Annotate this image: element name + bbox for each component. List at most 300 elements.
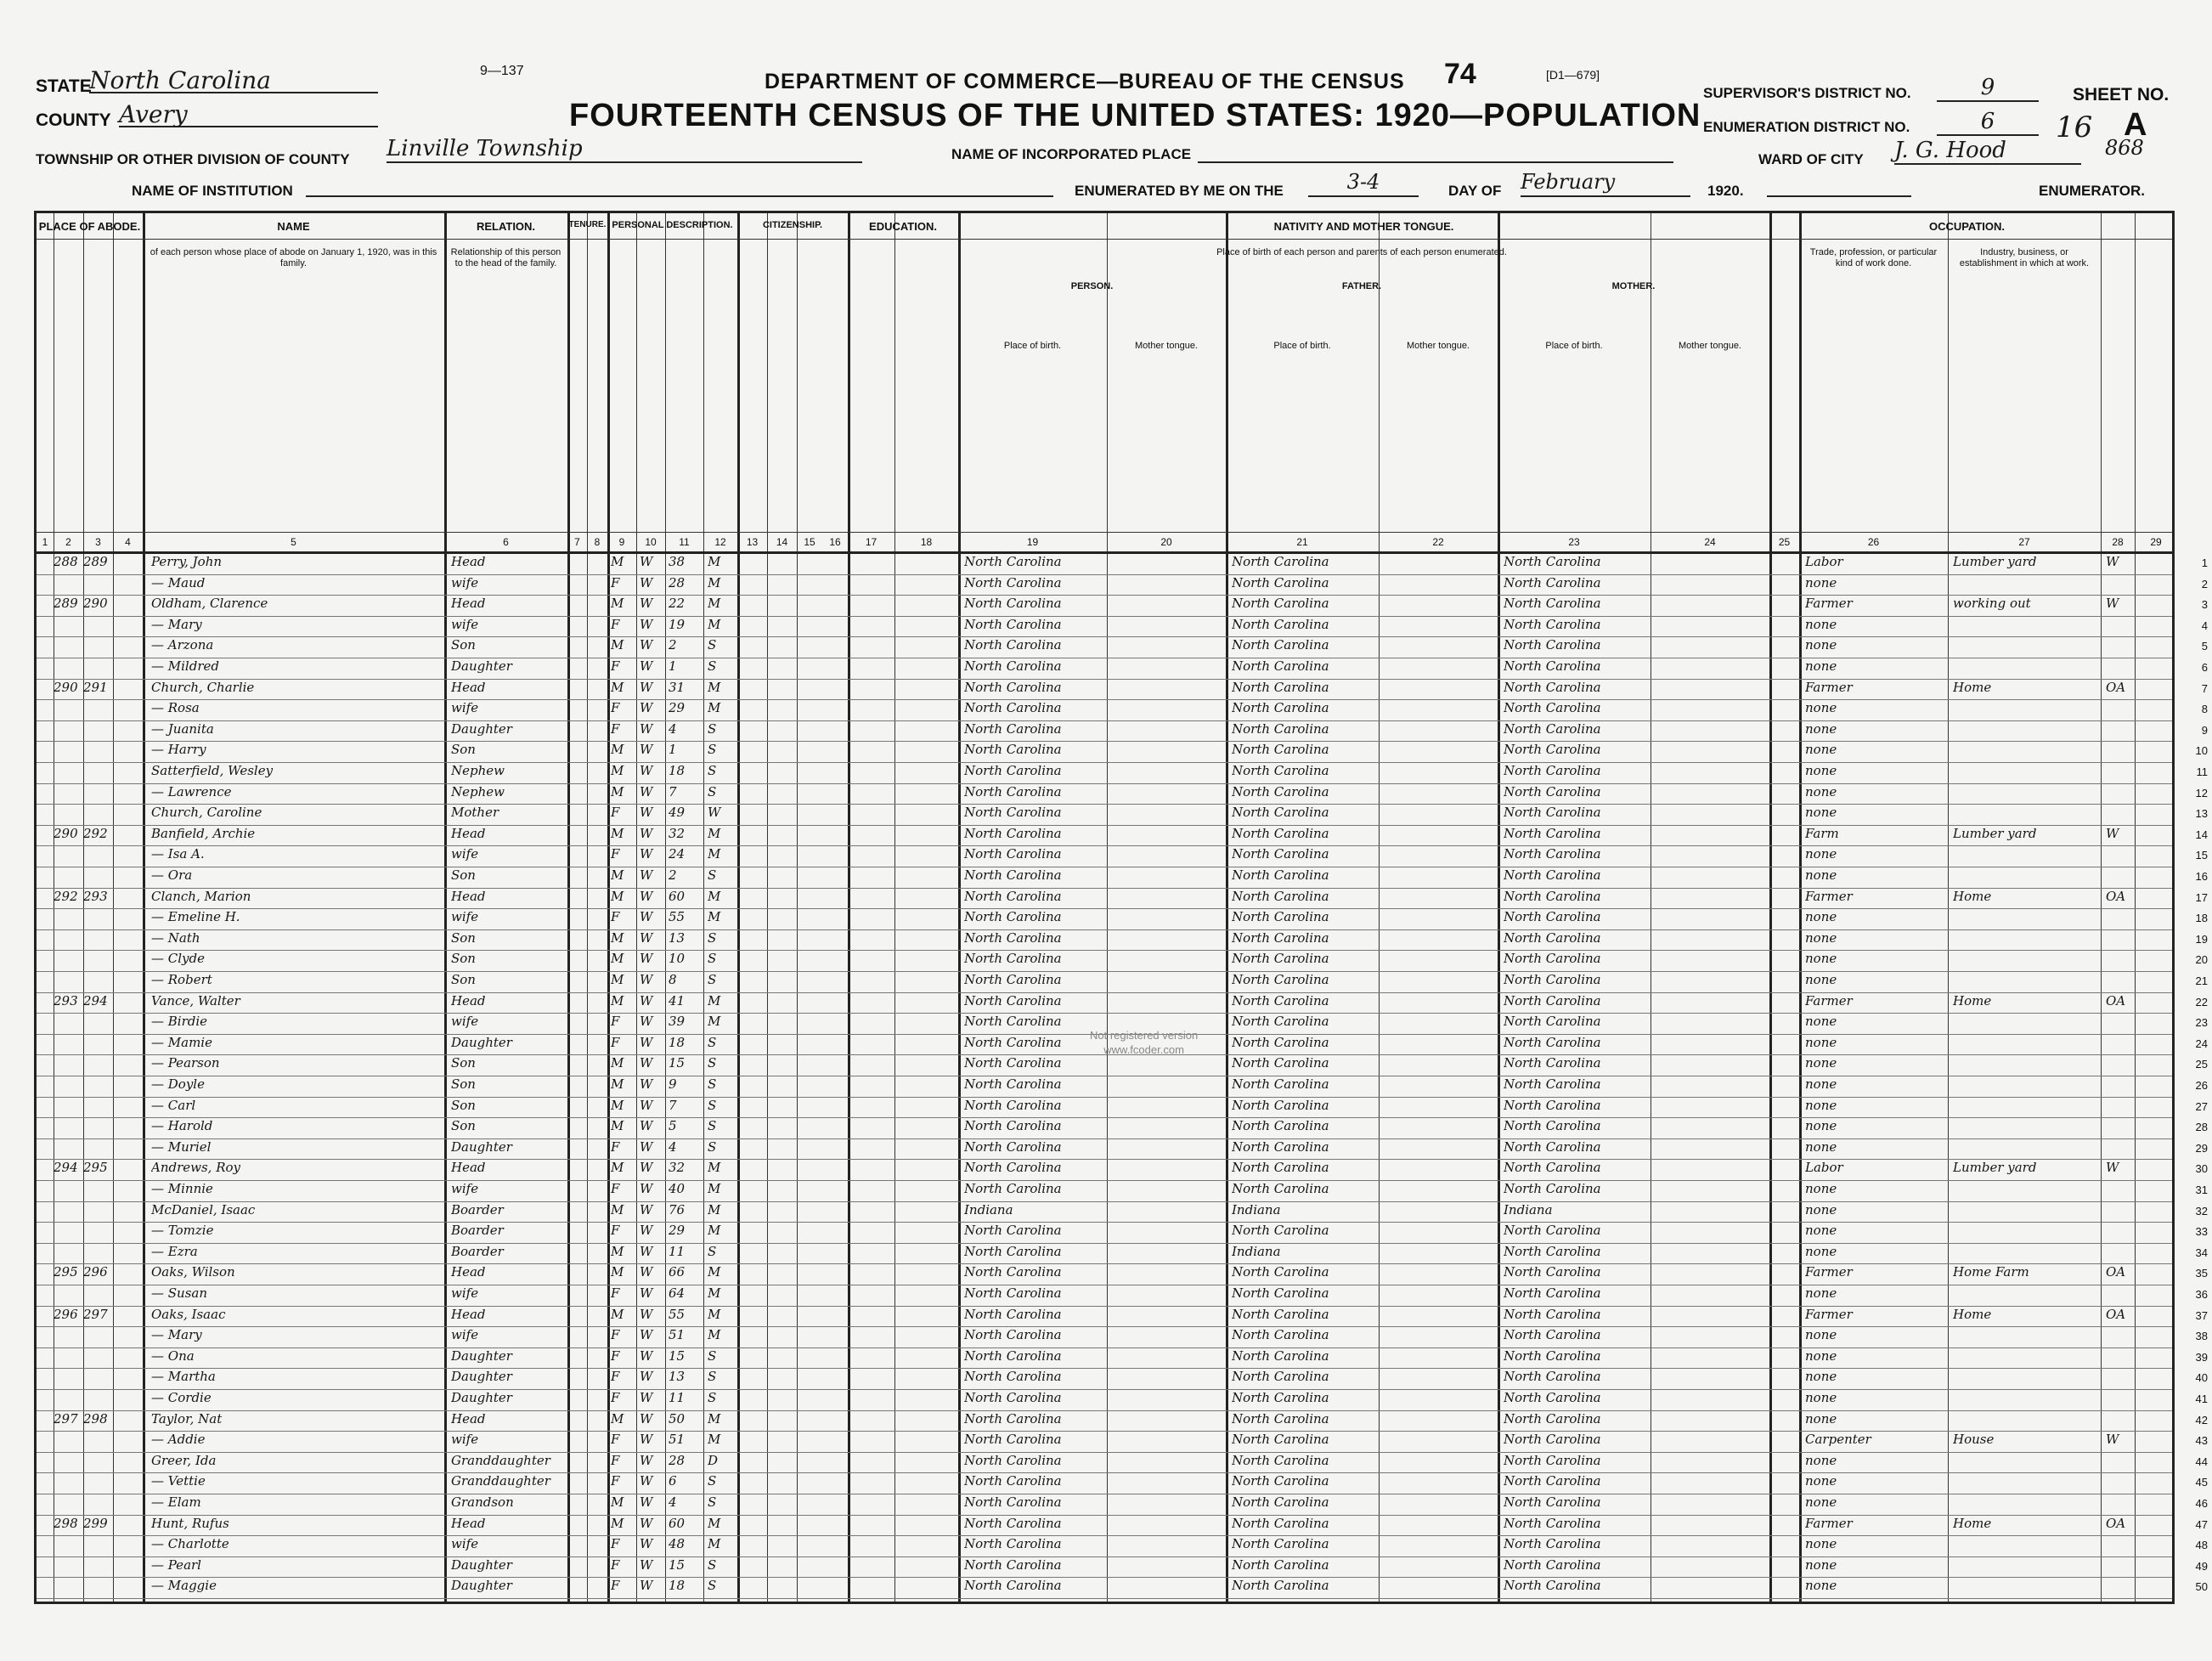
family-number [83, 700, 113, 720]
industry [1953, 1076, 2099, 1097]
class-of-worker: OA [2106, 888, 2126, 904]
age: 55 [669, 909, 686, 925]
father-birthplace: North Carolina [1232, 846, 1329, 862]
family-number [83, 846, 113, 867]
occupation: Carpenter [1805, 1432, 1871, 1448]
sex: F [611, 1432, 620, 1448]
birthplace: North Carolina [964, 742, 1062, 758]
sex: M [611, 1055, 624, 1071]
sex: F [611, 805, 620, 821]
family-number [83, 1285, 113, 1306]
industry [1953, 1139, 2099, 1160]
mother-birthplace: North Carolina [1504, 1452, 1601, 1468]
person-name: Banfield, Archie [151, 825, 256, 841]
line-number: 40 [2195, 1371, 2208, 1385]
relation: Head [451, 596, 486, 612]
occupation: none [1805, 1327, 1837, 1343]
class-of-worker [2106, 1202, 2135, 1223]
enumerator-name: J. G. Hood [1894, 138, 2081, 165]
dwelling-number [54, 637, 83, 658]
supervisor-label: SUPERVISOR'S DISTRICT NO. [1703, 85, 1911, 101]
dwelling-number [54, 972, 83, 992]
sex: M [611, 1097, 624, 1113]
relation: Daughter [451, 1138, 512, 1155]
industry [1953, 637, 2099, 658]
relation: Son [451, 1055, 476, 1071]
sex: M [611, 679, 624, 695]
person-name: — Maud [151, 574, 206, 590]
sex: F [611, 1034, 620, 1050]
line-number: 39 [2195, 1350, 2208, 1364]
family-number: 294 [83, 992, 108, 1008]
relation: Daughter [451, 720, 512, 737]
industry: Home [1953, 992, 1992, 1008]
father-birthplace: North Carolina [1232, 972, 1329, 987]
race: W [640, 679, 653, 695]
sex: F [611, 1223, 620, 1239]
relation: Daughter [451, 1034, 512, 1050]
line-number: 32 [2195, 1204, 2208, 1218]
table-row [37, 679, 2208, 701]
age: 13 [669, 929, 686, 946]
relation: wife [451, 574, 479, 590]
birthplace: North Carolina [964, 992, 1062, 1008]
birthplace: North Carolina [964, 867, 1062, 883]
relation: Son [451, 1076, 476, 1092]
person-name: — Emeline H. [151, 909, 240, 925]
person-name: — Harry [151, 742, 206, 758]
marital-status: M [708, 596, 721, 612]
mother-birthplace: North Carolina [1504, 1243, 1601, 1259]
class-of-worker [2106, 1035, 2135, 1055]
father-birthplace: North Carolina [1232, 951, 1329, 967]
line-number: 29 [2195, 1141, 2208, 1155]
birthplace: North Carolina [964, 720, 1062, 737]
industry [1953, 1223, 2099, 1243]
family-number [83, 1348, 113, 1369]
mother-birthplace: North Carolina [1504, 720, 1601, 737]
occupation: none [1805, 1369, 1837, 1385]
marital-status: M [708, 1327, 721, 1343]
person-heading: PERSON. [1070, 281, 1114, 291]
relation: wife [451, 1327, 479, 1343]
mother-birthplace: North Carolina [1504, 1556, 1601, 1573]
dwelling-number [54, 575, 83, 596]
person-name: — Addie [151, 1432, 206, 1448]
marital-status: W [708, 805, 721, 821]
mother-birthplace: North Carolina [1504, 1285, 1601, 1301]
table-row [37, 1263, 2208, 1285]
watermark [1090, 1029, 1198, 1058]
relation: wife [451, 1014, 479, 1030]
county-value: Avery [119, 100, 378, 127]
family-number [83, 575, 113, 596]
line-number: 12 [2195, 786, 2208, 799]
occupation: none [1805, 1285, 1837, 1301]
marital-status: S [708, 972, 717, 987]
birthplace: North Carolina [964, 1390, 1062, 1405]
table-row [37, 1285, 2208, 1307]
person-name: — Robert [151, 972, 212, 987]
dwelling-number [54, 1494, 83, 1515]
family-number: 299 [83, 1515, 108, 1531]
line-number: 11 [2196, 766, 2208, 778]
marital-status: S [708, 1243, 717, 1259]
person-name: Andrews, Roy [151, 1160, 241, 1176]
township-label: TOWNSHIP OR OTHER DIVISION OF COUNTY [36, 151, 350, 167]
person-name: — Ezra [151, 1243, 198, 1259]
relation: wife [451, 1181, 479, 1196]
age: 11 [669, 1243, 686, 1259]
age: 22 [669, 596, 686, 612]
class-of-worker [2106, 1348, 2135, 1369]
person-name: Hunt, Rufus [151, 1515, 229, 1531]
person-name: — Susan [151, 1285, 208, 1301]
sex: M [611, 783, 624, 799]
birthplace: North Carolina [964, 1138, 1062, 1155]
sex: M [611, 929, 624, 946]
marital-status: M [708, 1410, 721, 1427]
occupation: none [1805, 1494, 1837, 1510]
birthplace: North Carolina [964, 1118, 1062, 1134]
birthplace: North Carolina [964, 1243, 1062, 1259]
birthplace: North Carolina [964, 783, 1062, 799]
line-number: 16 [2195, 870, 2208, 883]
father-birthplace: North Carolina [1232, 1473, 1329, 1489]
father-birthplace: North Carolina [1232, 1556, 1329, 1573]
occupation: none [1805, 742, 1837, 758]
line-number: 31 [2195, 1184, 2208, 1196]
family-number: 289 [83, 554, 108, 569]
relation: Head [451, 554, 486, 569]
dwelling-number [54, 700, 83, 720]
column-number: 1 [42, 536, 48, 548]
family-number: 293 [83, 888, 108, 904]
family-number [83, 867, 113, 888]
family-number [83, 784, 113, 805]
age: 1 [669, 742, 677, 758]
column-number: 4 [125, 536, 131, 548]
dwelling-number: 292 [54, 888, 78, 904]
class-of-worker [2106, 805, 2135, 825]
relation: Head [451, 992, 486, 1008]
sex: F [611, 1578, 620, 1594]
industry [1953, 1181, 2099, 1201]
father-birthplace: North Carolina [1232, 1097, 1329, 1113]
industry [1953, 1557, 2099, 1578]
birthplace: North Carolina [964, 637, 1062, 653]
dwelling-number [54, 1055, 83, 1076]
dwelling-number [54, 846, 83, 867]
race: W [640, 1347, 653, 1364]
occupation: none [1805, 637, 1837, 653]
column-number: 8 [594, 536, 601, 548]
father-birthplace: North Carolina [1232, 1223, 1329, 1239]
class-of-worker [2106, 1118, 2135, 1138]
father-birthplace: North Carolina [1232, 1118, 1329, 1134]
mother-birthplace: North Carolina [1504, 825, 1601, 841]
person-name: Greer, Ida [151, 1452, 217, 1468]
age: 60 [669, 1515, 686, 1531]
class-of-worker [2106, 1494, 2135, 1515]
family-number: 298 [83, 1410, 108, 1427]
race: W [640, 742, 653, 758]
relation: Head [451, 1306, 486, 1322]
column-number: 2 [65, 536, 71, 548]
class-of-worker: W [2106, 596, 2119, 612]
sex: F [611, 1181, 620, 1196]
birthplace: North Carolina [964, 1410, 1062, 1427]
family-number: 291 [83, 679, 108, 695]
person-name: — Arzona [151, 637, 214, 653]
birthplace: North Carolina [964, 1181, 1062, 1196]
dwelling-number [54, 867, 83, 888]
birthplace: North Carolina [964, 929, 1062, 946]
relation: Daughter [451, 1347, 512, 1364]
family-number [83, 1390, 113, 1410]
family-number [83, 1139, 113, 1160]
family-number: 297 [83, 1306, 108, 1322]
line-number: 41 [2195, 1393, 2208, 1405]
family-number: 292 [83, 825, 108, 841]
industry: House [1953, 1432, 1995, 1448]
father-birthplace: North Carolina [1232, 554, 1329, 569]
dwelling-number: 298 [54, 1515, 78, 1531]
sex: M [611, 1264, 624, 1280]
family-number [83, 1035, 113, 1055]
relation-column-desc: Relationship of this person to the head of the family. [450, 247, 561, 269]
industry [1953, 1098, 2099, 1118]
birthplace: North Carolina [964, 1076, 1062, 1092]
class-of-worker [2106, 1076, 2135, 1097]
occupation: none [1805, 972, 1837, 987]
mother-birthplace: North Carolina [1504, 846, 1601, 862]
birthplace: North Carolina [964, 1347, 1062, 1364]
table-row [37, 929, 2208, 952]
occupation: none [1805, 1536, 1837, 1552]
line-number: 24 [2195, 1037, 2208, 1050]
class-of-worker: OA [2106, 1306, 2126, 1322]
age: 1 [669, 658, 677, 674]
form-code: [D1—679] [1546, 68, 1600, 82]
birthplace: North Carolina [964, 700, 1062, 716]
race: W [640, 1369, 653, 1385]
industry [1953, 1244, 2099, 1264]
line-number: 9 [2201, 723, 2208, 737]
sex: F [611, 658, 620, 674]
marital-status: D [708, 1452, 719, 1468]
occupation: none [1805, 909, 1837, 925]
industry [1953, 1453, 2099, 1473]
person-name: — Vettie [151, 1473, 206, 1489]
age: 2 [669, 867, 677, 883]
class-of-worker [2106, 1536, 2135, 1556]
column-number: 13 [746, 536, 759, 548]
race: W [640, 1201, 653, 1218]
table-row [37, 1577, 2208, 1599]
line-number: 10 [2195, 744, 2208, 758]
industry [1953, 930, 2099, 951]
race: W [640, 1536, 653, 1552]
mother-birthplace: North Carolina [1504, 1014, 1601, 1030]
birthplace: North Carolina [964, 616, 1062, 632]
name-column-desc: of each person whose place of abode on January 1, 1920, was in this family. [150, 247, 437, 269]
age: 15 [669, 1556, 686, 1573]
father-birthplace: North Carolina [1232, 1034, 1329, 1050]
dwelling-number [54, 1035, 83, 1055]
relation: Daughter [451, 1390, 512, 1405]
relation: Son [451, 929, 476, 946]
column-number: 14 [776, 536, 788, 548]
mother-birthplace: North Carolina [1504, 1347, 1601, 1364]
class-of-worker [2106, 846, 2135, 867]
father-birthplace: North Carolina [1232, 825, 1329, 841]
race: W [640, 596, 653, 612]
birthplace: North Carolina [964, 679, 1062, 695]
father-birthplace: North Carolina [1232, 867, 1329, 883]
birthplace: North Carolina [964, 1327, 1062, 1343]
table-row [37, 1306, 2208, 1328]
industry [1953, 617, 2099, 637]
marital-status: S [708, 1097, 717, 1113]
department-heading: DEPARTMENT OF COMMERCE—BUREAU OF THE CENSUS [765, 70, 1405, 93]
marital-status: S [708, 951, 717, 967]
person-name: — Ona [151, 1347, 195, 1364]
trade-column-desc: Trade, profession, or particular kind of work done. [1809, 247, 1938, 269]
race: W [640, 909, 653, 925]
race: W [640, 1160, 653, 1176]
mother-birthplace: North Carolina [1504, 616, 1601, 632]
father-birthplace: North Carolina [1232, 1452, 1329, 1468]
occupation: Farmer [1805, 679, 1853, 695]
person-name: — Mary [151, 1327, 202, 1343]
age: 32 [669, 825, 686, 841]
class-of-worker [2106, 867, 2135, 888]
relation: Head [451, 1160, 486, 1176]
occupation: Labor [1805, 554, 1843, 569]
age: 49 [669, 805, 686, 821]
industry: Home [1953, 1306, 1992, 1322]
family-number [83, 637, 113, 658]
father-birthplace: North Carolina [1232, 720, 1329, 737]
class-of-worker [2106, 1244, 2135, 1264]
table-row [37, 888, 2208, 910]
sex: M [611, 637, 624, 653]
dwelling-number [54, 1557, 83, 1578]
sex: F [611, 1536, 620, 1552]
sex: F [611, 1556, 620, 1573]
relation: wife [451, 1285, 479, 1301]
relation: Head [451, 1410, 486, 1427]
marital-status: M [708, 1181, 721, 1196]
birthplace: North Carolina [964, 909, 1062, 925]
table-row [37, 1159, 2208, 1181]
line-number: 8 [2201, 703, 2208, 716]
family-number [83, 1494, 113, 1515]
occupation: Farmer [1805, 992, 1853, 1008]
family-number [83, 951, 113, 971]
birthplace: North Carolina [964, 763, 1062, 778]
person-name: — Muriel [151, 1138, 212, 1155]
person-name: Oaks, Wilson [151, 1264, 235, 1280]
race: W [640, 888, 653, 904]
father-birthplace: North Carolina [1232, 616, 1329, 632]
occupation: none [1805, 1578, 1837, 1594]
mother-birthplace: North Carolina [1504, 1181, 1601, 1196]
industry [1953, 972, 2099, 992]
dwelling-number: 294 [54, 1160, 78, 1176]
relation: Granddaughter [451, 1452, 550, 1468]
father-birthplace: North Carolina [1232, 1138, 1329, 1155]
sex: M [611, 763, 624, 778]
occupation: none [1805, 1390, 1837, 1405]
column-number: 25 [1778, 536, 1791, 548]
relation: Granddaughter [451, 1473, 550, 1489]
race: W [640, 1452, 653, 1468]
father-birthplace: North Carolina [1232, 1410, 1329, 1427]
age: 40 [669, 1181, 686, 1196]
family-number [83, 1473, 113, 1494]
age: 55 [669, 1306, 686, 1322]
marital-status: M [708, 1201, 721, 1218]
race: W [640, 1055, 653, 1071]
mother-birthplace: North Carolina [1504, 1390, 1601, 1405]
class-of-worker [2106, 909, 2135, 929]
relation: Head [451, 825, 486, 841]
industry [1953, 658, 2099, 679]
age: 50 [669, 1410, 686, 1427]
class-of-worker: W [2106, 554, 2119, 569]
person-name: Church, Caroline [151, 805, 262, 821]
person-name: — Pearson [151, 1055, 220, 1071]
relation: Head [451, 1264, 486, 1280]
industry [1953, 1494, 2099, 1515]
race: W [640, 1556, 653, 1573]
marital-status: S [708, 867, 717, 883]
line-number: 35 [2195, 1267, 2208, 1280]
table-row [37, 1535, 2208, 1557]
table-row [37, 1368, 2208, 1390]
line-number: 30 [2195, 1162, 2208, 1176]
industry: Home [1953, 679, 1992, 695]
person-name: — Mildred [151, 658, 219, 674]
table-row [37, 825, 2208, 847]
relation: Son [451, 1097, 476, 1113]
birthplace: North Carolina [964, 1097, 1062, 1113]
relation: wife [451, 700, 479, 716]
mother-birthplace: North Carolina [1504, 867, 1601, 883]
race: W [640, 972, 653, 987]
person-name: — Minnie [151, 1181, 213, 1196]
age: 8 [669, 972, 677, 987]
person-name: — Lawrence [151, 783, 232, 799]
class-of-worker [2106, 1578, 2135, 1598]
race: W [640, 1014, 653, 1030]
table-row [37, 845, 2208, 867]
mother-birthplace: North Carolina [1504, 1076, 1601, 1092]
marital-status: M [708, 1264, 721, 1280]
occupation: none [1805, 1076, 1837, 1092]
occupation: none [1805, 1034, 1837, 1050]
industry [1953, 951, 2099, 971]
birthplace: North Carolina [964, 554, 1062, 569]
place-value-line [1198, 136, 1673, 163]
father-birthplace: North Carolina [1232, 1327, 1329, 1343]
line-number: 38 [2195, 1330, 2208, 1343]
family-number [83, 1327, 113, 1347]
class-of-worker [2106, 1285, 2135, 1306]
marital-status: S [708, 929, 717, 946]
